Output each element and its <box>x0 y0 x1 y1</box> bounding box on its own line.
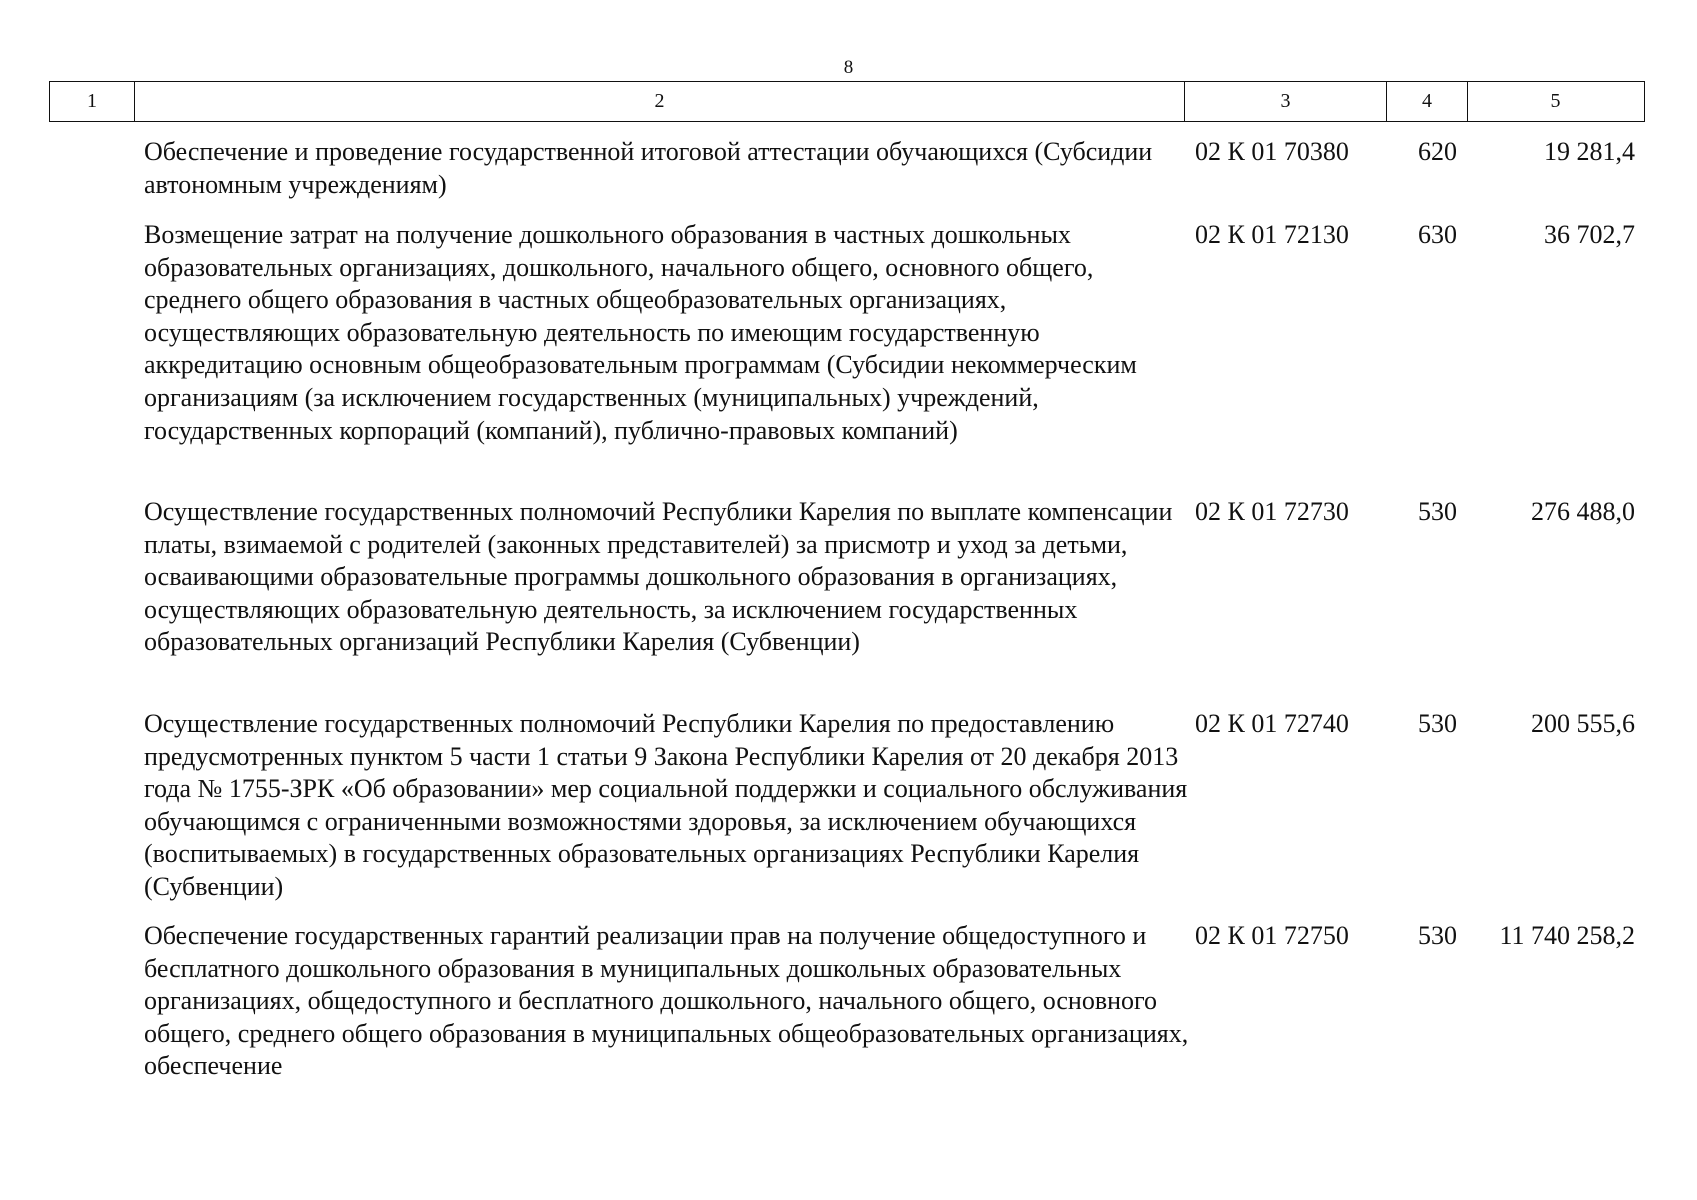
row-code: 02 К 01 72740 <box>1195 709 1349 738</box>
row-amount: 11 740 258,2 <box>1499 921 1635 950</box>
header-col-4: 4 <box>1387 82 1468 121</box>
table-header <box>49 81 1645 122</box>
row-expense-type: 630 <box>1418 220 1457 249</box>
table-body <box>0 136 1697 1090</box>
row-description: Возмещение затрат на получение дошкольного образования в частных дошкольных образовательных организациях, дошкольного, начального общего, основного общего, среднего общего образования в частных общеобразовательных организациях, осуществляющих образовательную деятельность по имеющим государственную аккредитацию основным общеобразовательным программам (Субсидии некоммерческим организациям (за исключением государственных (муниципальных) учреждений, государственных корпораций (компаний), публично-правовых компаний) <box>144 220 1137 445</box>
row-description: Обеспечение и проведение государственной итоговой аттестации обучающихся (Субсидии автономным учреждениям) <box>144 137 1153 199</box>
row-amount: 19 281,4 <box>1544 137 1635 166</box>
page-number: 8 <box>843 57 854 78</box>
header-col-1: 1 <box>50 82 135 121</box>
row-amount: 276 488,0 <box>1531 497 1635 526</box>
header-col-3: 3 <box>1185 82 1387 121</box>
header-col-5: 5 <box>1550 90 1561 112</box>
row-amount: 36 702,7 <box>1544 220 1635 249</box>
table-row <box>0 136 1697 219</box>
row-code: 02 К 01 72730 <box>1195 497 1349 526</box>
row-code: 02 К 01 72130 <box>1195 220 1349 249</box>
table-row <box>0 496 1697 708</box>
header-col-2: 2 <box>135 82 1185 121</box>
row-expense-type: 530 <box>1418 709 1457 738</box>
row-description: Обеспечение государственных гарантий реализации прав на получение общедоступного и бесплатного дошкольного образования в муниципальных дошкольных образовательных организациях, общедоступного и бесплатного дошкольного, начального общего, основного общего, среднего общего образования в муниципальных общеобразовательных организациях, обеспечение <box>144 921 1189 1081</box>
row-expense-type: 620 <box>1418 137 1457 166</box>
row-code: 02 К 01 72750 <box>1195 921 1349 950</box>
table-row <box>0 219 1697 496</box>
row-expense-type: 530 <box>1418 921 1457 950</box>
row-code: 02 К 01 70380 <box>1195 137 1349 166</box>
table-row <box>0 708 1697 920</box>
row-description: Осуществление государственных полномочий Республики Карелия по выплате компенсации платы, взимаемой с родителей (законных представителей) за присмотр и уход за детьми, осваивающими образовательные программы дошкольного образования в организациях, осуществляющих образовательную деятельность, за исключением государственных образовательных организаций Республики Карелия (Субвенции) <box>144 497 1173 657</box>
row-description: Осуществление государственных полномочий Республики Карелия по предоставлению предусмотренных пунктом 5 части 1 статьи 9 Закона Республики Карелия от 20 декабря 2013 года № 1755-ЗРК «Об образовании» мер социальной поддержки и социального обслуживания обучающимся с ограниченными возможностями здоровья, за исключением обучающихся (воспитываемых) в государственных образовательных организациях Республики Карелия (Субвенции) <box>144 709 1188 901</box>
row-amount: 200 555,6 <box>1531 709 1635 738</box>
table-row <box>0 920 1697 1090</box>
row-expense-type: 530 <box>1418 497 1457 526</box>
